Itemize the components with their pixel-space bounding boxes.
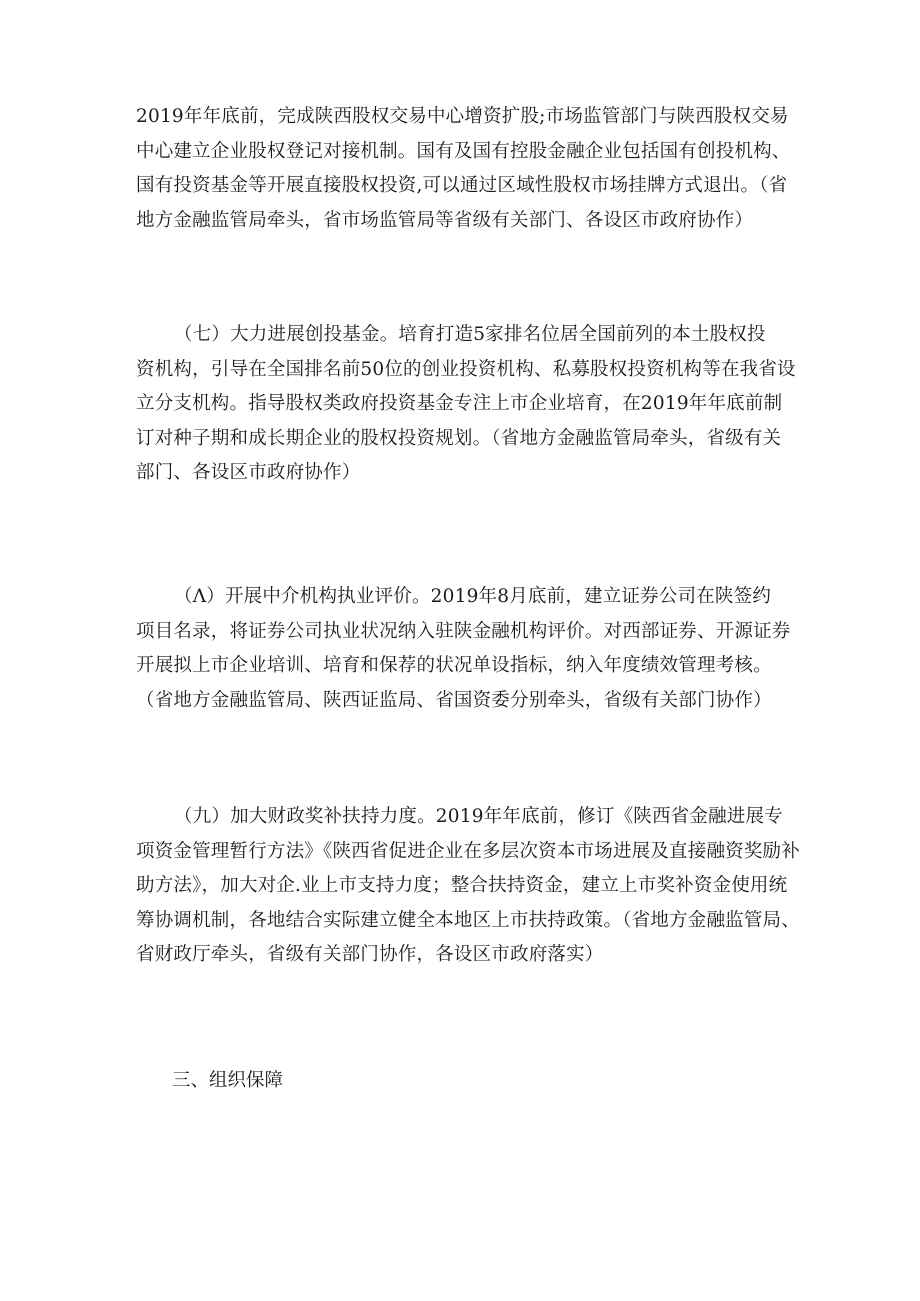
paragraph-line: 部门、各设区市政府协作） xyxy=(136,462,361,483)
paragraph-line: 订对种子期和成长期企业的股权投资规划。（省地方金融监管局牵头，省级有关 xyxy=(136,427,782,449)
paragraph-fiscal-support xyxy=(136,800,826,973)
paragraph-line: 国有投资基金等开展直接股权投资,可以通过区域性股权市场挂牌方式退出。（省 xyxy=(136,175,788,196)
section-heading: 三、组织保障 xyxy=(172,1070,284,1091)
paragraph-line: 筹协调机制，各地结合实际建立健全本地区上市扶持政策。（省地方金融监管局、 xyxy=(136,909,800,931)
paragraph-line: （九）加大财政奖补扶持力度。2019年年底前，修订《陕西省金融进展专 xyxy=(174,806,783,827)
paragraph-line: 地方金融监管局牵头，省市场监管局等省级有关部门、各设区市政府协作） xyxy=(136,209,754,231)
paragraph-line: （Λ）开展中介机构执业评价。2019年8月底前，建立证券公司在陕签约 xyxy=(174,586,772,607)
paragraph-line: 项目名录，将证券公司执业状况纳入驻陕金融机构评价。对西部证券、开源证券 xyxy=(136,620,791,642)
paragraph-line: 中心建立企业股权登记对接机制。国有及国有控股金融企业包括国有创投机构、 xyxy=(136,140,791,162)
paragraph-line: 开展拟上市企业培训、培育和保荐的状况单设指标，纳入年度绩效管理考核。 xyxy=(136,655,772,676)
paragraph-line: 省财政厅牵头，省级有关部门协作，各设区市政府落实） xyxy=(136,944,604,965)
paragraph-line: （省地方金融监管局、陕西证监局、省国资委分别牵头，省级有关部门协作） xyxy=(136,689,772,711)
paragraph-line: 2019年年底前，完成陕西股权交易中心增资扩股;市场监管部门与陕西股权交易 xyxy=(136,106,789,127)
paragraph-share-exchange xyxy=(136,100,826,238)
paragraph-venture-fund xyxy=(136,318,826,491)
paragraph-line: 助方法》，加大对企.业上市支持力度；整合扶持资金，建立上市奖补资金使用统 xyxy=(136,875,788,896)
paragraph-line: 项资金管理暂行方法》《陕西省促进企业在多层次资本市场进展及直接融资奖励补 xyxy=(136,840,800,862)
paragraph-line: 资机构，引导在全国排名前50位的创业投资机构、私募股权投资机构等在我省设 xyxy=(136,358,796,380)
paragraph-intermediary-evaluation xyxy=(136,580,826,718)
paragraph-line: 立分支机构。指导股权类政府投资基金专注上市企业培育，在2019年年底前制 xyxy=(136,393,783,414)
paragraph-line: （七）大力进展创投基金。培育打造5家排名位居全国前列的本土股权投 xyxy=(174,324,766,345)
